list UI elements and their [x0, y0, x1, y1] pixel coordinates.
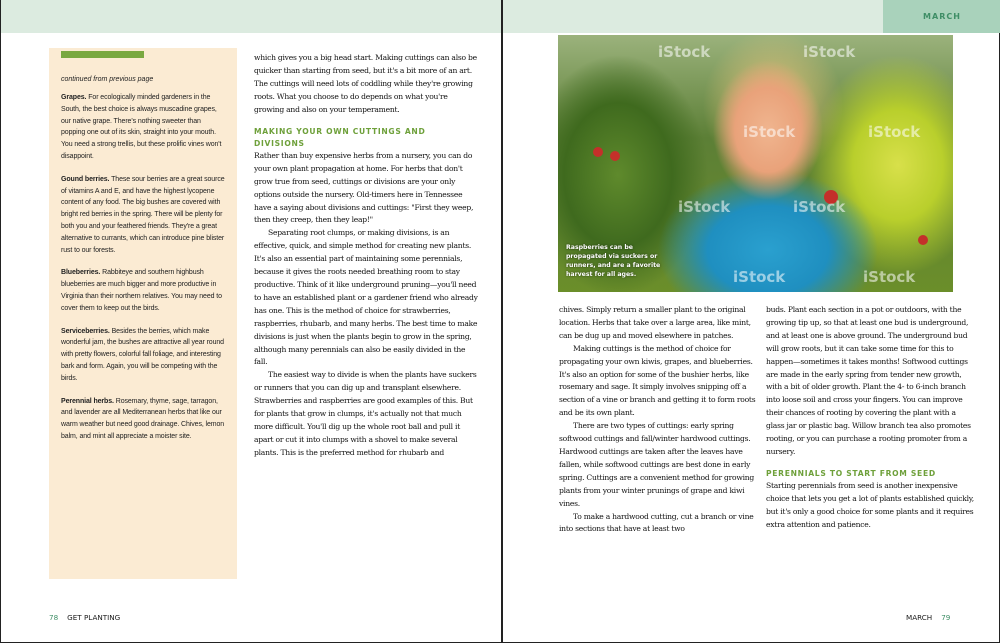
watermark: iStock — [658, 43, 711, 61]
paragraph: Rather than buy expensive herbs from a nursery, you can do your own plant propagation at home. For herbs that don't grow true from seed, cuttings or divisions are your only options outside the nursery. Old-timers here in Tennessee have a saying about divisions and cuttings: "First they weep, then they creep, then they leap!" — [254, 150, 474, 225]
entry-text: Besides the berries, which make wonderful jam, the bushes are attractive all year round with pretty flowers, colorful fall foliage, and interesting bark and form. Again, you will be competing with the birds. — [61, 327, 224, 382]
page-number: 78 — [49, 613, 59, 622]
sidebar-entry — [61, 326, 225, 385]
child-raspberry-photo — [558, 35, 953, 292]
continued-note: continued from previous page — [61, 76, 154, 83]
entry-title: Blueberries. — [61, 269, 101, 277]
photo-caption: Raspberries can be propagated via suckers or runners, and are a favorite harvest for all ages. — [566, 244, 661, 278]
section-name: MARCH — [906, 613, 933, 622]
sidebar-entry — [61, 92, 225, 163]
body-column-3 — [766, 304, 976, 532]
watermark: iStock — [863, 268, 916, 286]
month-tab — [883, 0, 1000, 33]
sidebar-entry — [61, 174, 225, 257]
entry-title: Perennial herbs. — [61, 397, 114, 405]
watermark: iStock — [743, 123, 796, 141]
footer-left — [49, 613, 120, 622]
entry-text: Rabbiteye and southern highbush blueberries are much bigger and more productive in Virginia than their northern relatives. You may need to cover them to keep out the birds. — [61, 269, 222, 312]
page-gutter — [501, 0, 503, 643]
paragraph: buds. Plant each section in a pot or outdoors, with the growing tip up, so that at least one bud is underground, and at least one is above ground. The underground bud will grow roots, but it can take some time for this to happen—sometimes it takes months! Softwood cuttings are made in the early spring from tender new growth, with a bit of older growth. Plant the 4- to 6-inch branch into loose soil and cross your fingers. You can improve their chances of rooting by covering the plant with a glass jar or plastic bag. Willow branch tea also promotes rooting, or you can purchase a rooting promoter from a nursery. — [766, 305, 971, 456]
raspberry — [593, 147, 603, 157]
entry-title: Gound berries. — [61, 175, 110, 183]
paragraph: There are two types of cuttings: early spring softwood cuttings and fall/winter hardwood cuttings. Hardwood cuttings are taken after the leaves have fallen, while softwood cuttings are best done in early spring. Cuttings are a convenient method for growing plants from your winter prunings of grape and kiwi vines. — [559, 421, 755, 508]
sidebar-entry — [61, 267, 225, 314]
watermark: iStock — [733, 268, 786, 286]
footer-right — [906, 613, 950, 622]
paragraph: which gives you a big head start. Making cuttings can also be quicker than starting from seed, but it's a bit more of an art. The cuttings will need lots of coddling while they're growing roots. What you choose to do depends on what you're growing and also on your temperament. — [254, 53, 477, 114]
entry-text: For ecologically minded gardeners in the South, the best choice is always muscadine grapes, our native grape. There's nothing sweeter than popping one out of its skin, straight into your mouth. You need a strong trellis, but these prolific vines won't disappoint. — [61, 94, 222, 160]
entry-text: Rosemary, thyme, sage, tarragon, and lavender are all Mediterranean herbs that like our warm weather but need good drainage. Chives, lemon balm, and mint all appreciate a moister site. — [61, 397, 225, 440]
section-heading: MAKING YOUR OWN CUTTINGS AND DIVISIONS — [254, 126, 426, 148]
paragraph: Separating root clumps, or making divisions, is an effective, quick, and simple method for creating new plants. It's also an essential part of maintaining some perennials, because it gives the roots needed breathing room to stay productive. Think of it like underground pruning—you'll need to have an established plant or a gardener friend who already has one. This is the method of choice for strawberries, raspberries, rhubarb, and many herbs. The best time to make divisions is just when the plants begin to grow in the spring, although many perennials can also be easily divided in the fall. — [254, 228, 478, 367]
raspberry — [918, 235, 928, 245]
sidebar-accent-bar — [61, 51, 144, 58]
paragraph: The easiest way to divide is when the plants have suckers or runners that you can dig up and transplant elsewhere. Strawberries and raspberries are good examples of this. But for plants that grow in clumps, it's actually not that much more difficult. You'll dig up the whole root ball and pull it apart or cut it into clumps with a shovel to make several plants. This is the preferred method for rhubarb and — [254, 370, 477, 457]
paragraph: To make a hardwood cutting, cut a branch or vine into sections that have at least two — [559, 511, 754, 534]
section-name: GET PLANTING — [67, 613, 121, 622]
right-page-header-band — [502, 0, 883, 33]
raspberry — [610, 151, 620, 161]
watermark: iStock — [868, 123, 921, 141]
section-heading: PERENNIALS TO START FROM SEED — [766, 468, 936, 478]
running-head-month: MARCH — [923, 12, 961, 21]
page-number: 79 — [941, 613, 951, 622]
watermark: iStock — [793, 198, 846, 216]
entry-title: Serviceberries. — [61, 327, 110, 335]
body-column-1 — [254, 52, 479, 460]
sidebar-box — [49, 48, 237, 579]
paragraph: chives. Simply return a smaller plant to the original location. Herbs that take over a large area, like mint, can be dug up and moved elsewhere in patches. — [559, 305, 751, 340]
paragraph: Starting perennials from seed is another inexpensive choice that lets you get a lot of plants established quickly, but it's only a good choice for some plants and it requires extra attention and patience. — [766, 481, 974, 529]
body-column-2 — [559, 304, 759, 536]
watermark: iStock — [678, 198, 731, 216]
watermark: iStock — [803, 43, 856, 61]
sidebar-entry — [61, 396, 225, 443]
entry-title: Grapes. — [61, 94, 87, 101]
paragraph: Making cuttings is the method of choice for propagating your own kiwis, grapes, and blueberries. It's also an option for some of the bushier herbs, like rosemary and sage. It simply involves snipping off a section of a vine or branch and getting it to form roots and be its own plant. — [559, 343, 756, 418]
entry-text: These sour berries are a great source of vitamins A and E, and have the highest lycopene content of any food. The big bushes are covered with bright red berries in the spring. There will be plenty for both you and your feathered friends. They're a great alternative to currants, which can introduce pine blister rust to our forests. — [61, 175, 225, 254]
left-page-header-band — [1, 0, 501, 33]
